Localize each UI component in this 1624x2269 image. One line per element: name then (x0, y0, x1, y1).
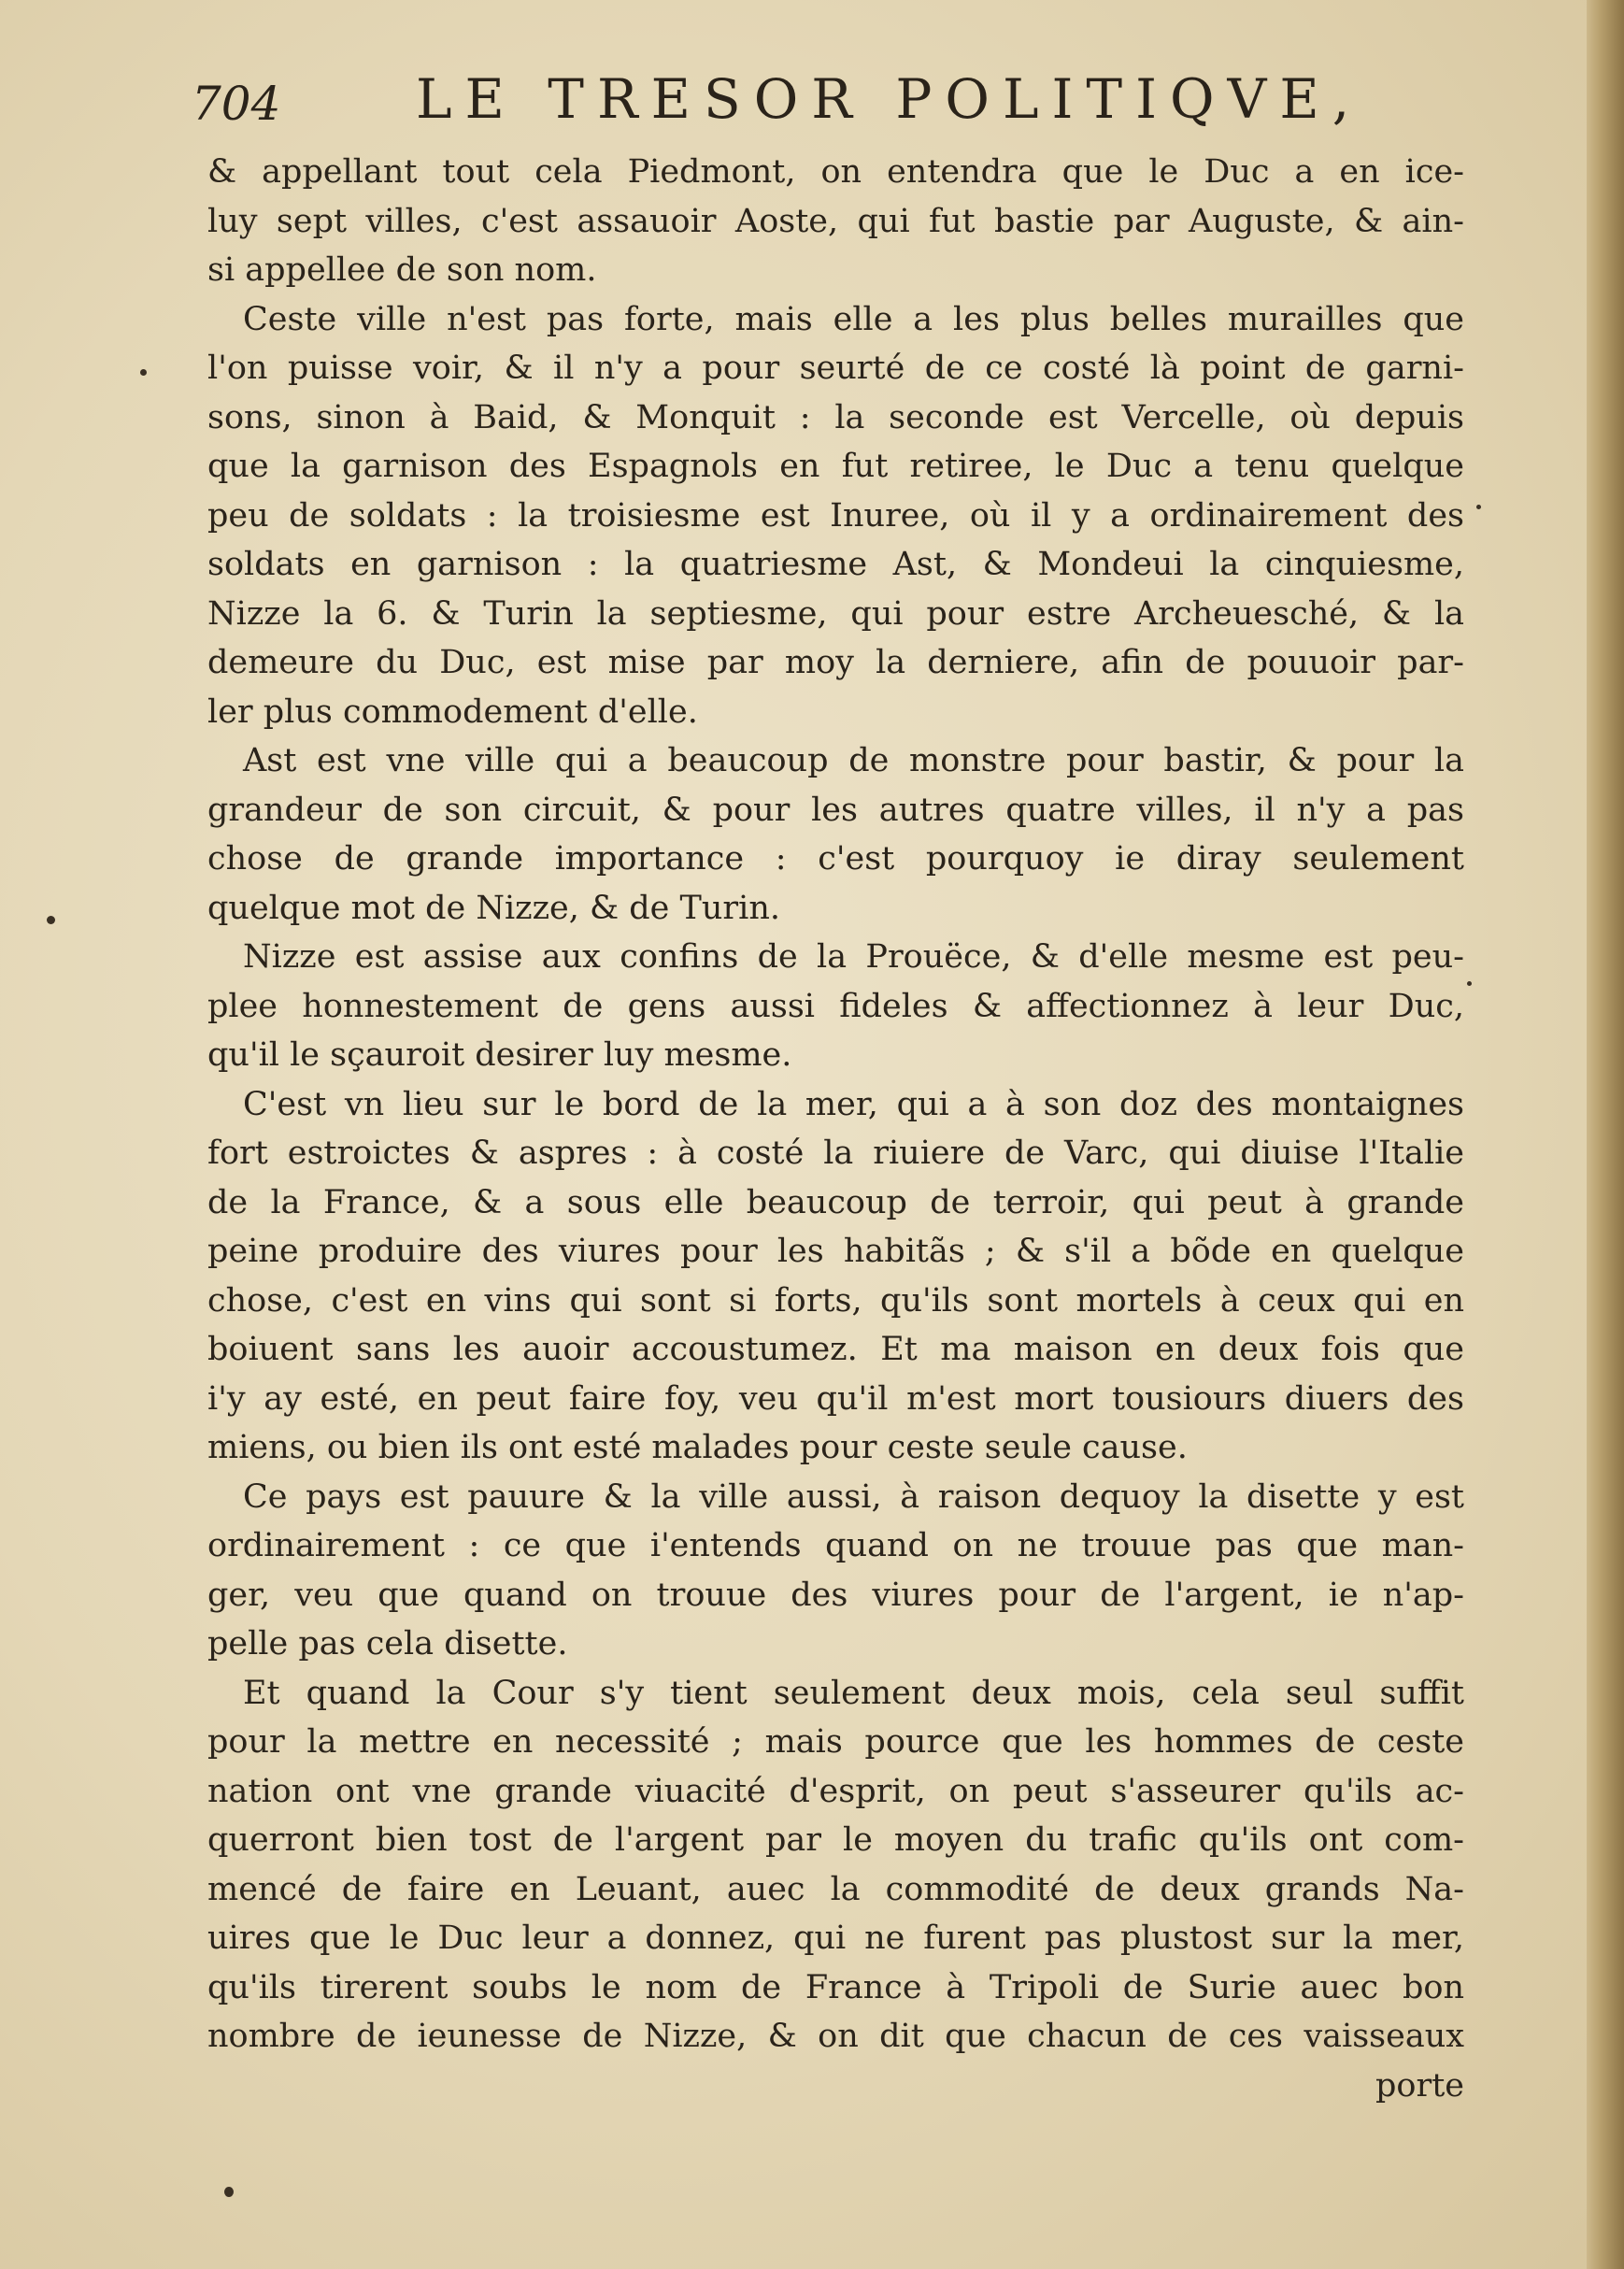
text-line: ler plus commodement d'elle. (207, 692, 698, 731)
text-line: de la France, & a sous elle beaucoup de terroir, qui peut à grande (207, 1183, 1464, 1221)
text-line: Nizze est assise aux confins de la Prouëce, & d'elle mesme est peu- (243, 938, 1464, 976)
text-line: l'on puisse voir, & il n'y a pour seurté de ce costé là point de garni- (207, 350, 1464, 387)
text-line: mencé de faire en Leuant, auec la commodité de deux grands Na- (207, 1870, 1464, 1908)
text-line: demeure du Duc, est mise par moy la derniere, afin de pouuoir par- (207, 644, 1464, 681)
text-line: C'est vn lieu sur le bord de la mer, qui a à son doz des montaignes (243, 1085, 1464, 1123)
text-line: ger, veu que quand on trouue des viures pour de l'argent, ie n'ap- (207, 1576, 1464, 1614)
page-gutter (1587, 0, 1624, 2269)
ink-speck (224, 2187, 234, 2197)
ink-speck (140, 369, 147, 376)
text-line: si appellee de son nom. (207, 251, 597, 289)
text-line: grandeur de son circuit, & pour les autres quatre villes, il n'y a pas (207, 791, 1464, 829)
text-line: qu'il le sçauroit desirer luy mesme. (207, 1036, 792, 1074)
text-line: pour la mettre en necessité ; mais pource que les hommes de ceste (207, 1723, 1464, 1761)
text-line: chose de grande importance : c'est pourquoy ie diray seulement (207, 840, 1464, 878)
text-line: querront bien tost de l'argent par le moyen du trafic qu'ils ont com- (207, 1821, 1464, 1859)
text-line: peu de soldats : la troisiesme est Inuree, où il y a ordinairement des (207, 496, 1464, 535)
text-line: & appellant tout cela Piedmont, on entendra que le Duc a en ice- (207, 153, 1464, 191)
text-line: ordinairement : ce que i'entends quand on ne trouue pas que man- (207, 1527, 1464, 1564)
ink-speck (47, 916, 55, 924)
text-line: fort estroictes & aspres : à costé la riuiere de Varc, qui diuise l'Italie (207, 1134, 1464, 1172)
text-line: Ce pays est pauure & la ville aussi, à raison dequoy la disette y est (243, 1477, 1464, 1516)
text-line: luy sept villes, c'est assauoir Aoste, qui fut bastie par Auguste, & ain- (207, 202, 1464, 240)
text-line: chose, c'est en vins qui sont si forts, qu'ils sont mortels à ceux qui en (207, 1281, 1464, 1320)
running-title: LE TRESOR POLITIQVE, (416, 67, 1363, 131)
page-number: 704 (192, 77, 281, 131)
text-line: Ast est vne ville qui a beaucoup de monstre pour bastir, & pour la (243, 742, 1464, 779)
text-line: Nizze la 6. & Turin la septiesme, qui pour estre Archeuesché, & la (207, 594, 1464, 633)
text-line: qu'ils tirerent soubs le nom de France à Tripoli de Surie auec bon (207, 1968, 1464, 2006)
text-line: i'y ay esté, en peut faire foy, veu qu'il m'est mort tousiours diuers des (207, 1379, 1464, 1418)
text-line: sons, sinon à Baid, & Monquit : la seconde est Vercelle, où depuis (207, 398, 1464, 436)
text-line: nation ont vne grande viuacité d'esprit, on peut s'asseurer qu'ils ac- (207, 1772, 1464, 1810)
text-line: Ceste ville n'est pas forte, mais elle a les plus belles murailles que (243, 300, 1464, 338)
text-line: pelle pas cela disette. (207, 1625, 568, 1663)
text-line: quelque mot de Nizze, & de Turin. (207, 889, 780, 927)
text-line: boiuent sans les auoir accoustumez. Et ma maison en deux fois que (207, 1331, 1464, 1368)
catchword: porte (1375, 2066, 1464, 2105)
text-line: plee honnestement de gens aussi fideles & affectionnez à leur Duc, (207, 987, 1464, 1025)
text-line: soldats en garnison : la quatriesme Ast, & Mondeui la cinquiesme, (207, 546, 1464, 583)
text-line: que la garnison des Espagnols en fut retiree, le Duc a tenu quelque (207, 448, 1464, 485)
ink-speck (1476, 505, 1481, 509)
ink-speck (1467, 981, 1472, 986)
body-text (207, 148, 1464, 2110)
text-line: uires que le Duc leur a donnez, qui ne furent pas plustost sur la mer, (207, 1919, 1464, 1957)
page-header (192, 67, 1481, 142)
text-line: nombre de ieunesse de Nizze, & on dit que chacun de ces vaisseaux (207, 2018, 1464, 2055)
text-line: peine produire des viures pour les habitãs ; & s'il a bõde en quelque (207, 1233, 1464, 1270)
text-line: miens, ou bien ils ont esté malades pour ceste seule cause. (207, 1429, 1188, 1466)
text-line: Et quand la Cour s'y tient seulement deux mois, cela seul suffit (243, 1674, 1464, 1712)
